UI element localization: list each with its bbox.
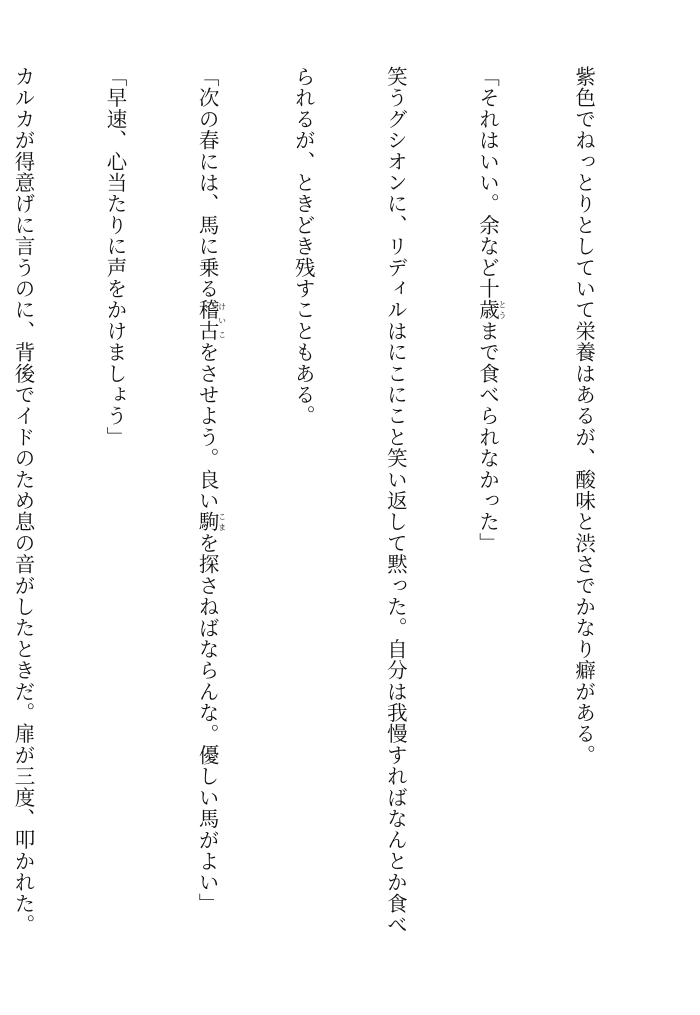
text-line-6: 「早速、心当たりに声をかけましょう」	[103, 66, 128, 448]
vertical-text-body	[0, 66, 660, 966]
text-line-5: 「次の春には、馬に乗る稽古けいこをさせよう。良い駒こまを探さねばならんな。優しい馬がよい」	[195, 66, 227, 915]
text-line-1: 紫色でねっとりとしていて栄養はあるが、酸味と渋さでかなり癖がある。	[571, 66, 596, 766]
text-line-3: 笑うグシオンに、リディルはにこにこと笑い返して黙った。自分は我慢すればなんとか食べ	[383, 66, 408, 936]
text-line-7: カルカが得意げに言うのに、背後でイドのため息の音がしたときだ。扉が三度、叩かれた。	[10, 66, 35, 936]
text-line-2: 「それはいい。余など十歳とうまで食べられなかった」	[475, 66, 507, 554]
text-line-4: られるが、ときどき残すこともある。	[291, 66, 316, 427]
